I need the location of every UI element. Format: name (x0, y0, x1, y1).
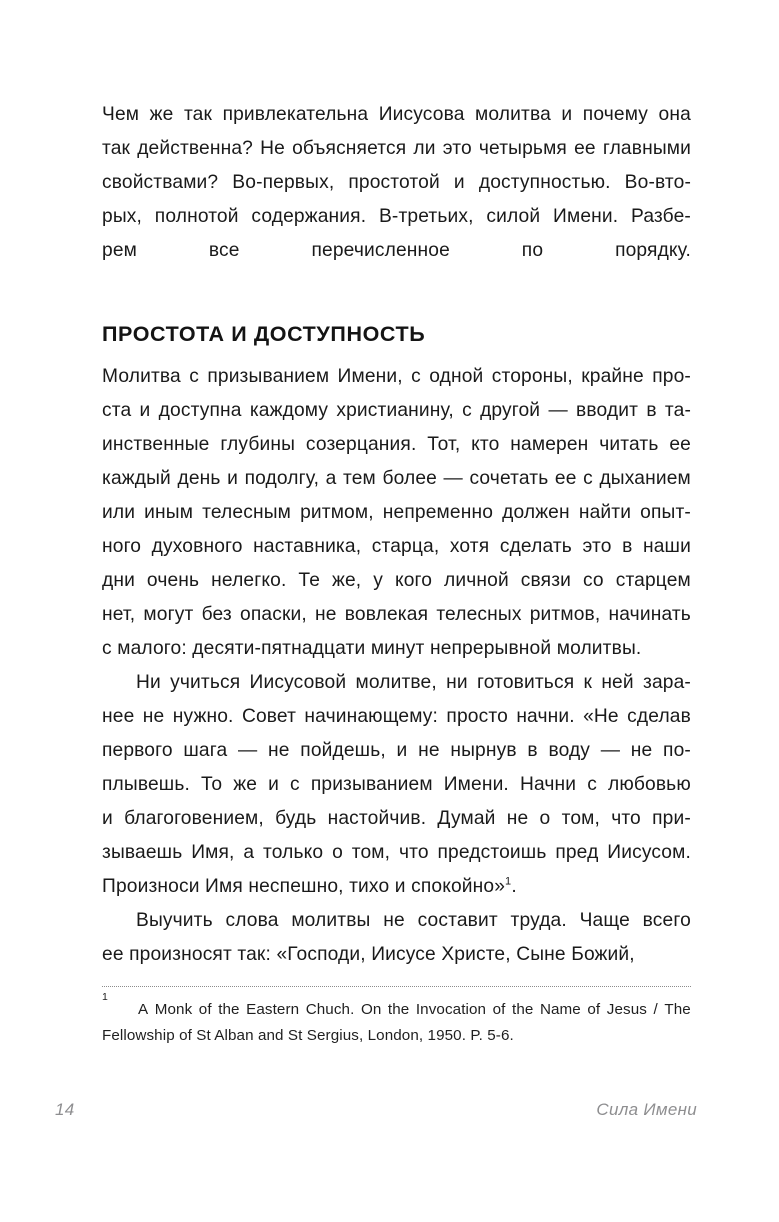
word: ее (669, 434, 691, 455)
word: ритмом, (300, 502, 374, 523)
word: плывешь. (102, 774, 190, 795)
text-line (102, 428, 691, 462)
word: в (527, 740, 538, 761)
word: так (102, 138, 131, 159)
word: начни. (516, 706, 575, 727)
text-line (102, 360, 691, 394)
word: другой (480, 400, 541, 421)
word: призыванием (310, 774, 433, 795)
word: содержания. (251, 206, 367, 227)
word: Разбе- (631, 206, 691, 227)
word: с (189, 366, 199, 387)
word: одной (429, 366, 484, 387)
word: призыванием (207, 366, 330, 387)
word: по (521, 240, 544, 261)
word: не (630, 740, 653, 761)
word: Совет (241, 706, 297, 727)
word: То (201, 774, 223, 795)
footnote-block (102, 986, 691, 1048)
word: это (582, 536, 612, 557)
text-line (102, 666, 691, 700)
word: по- (663, 740, 691, 761)
text-line (102, 132, 691, 166)
word: Имени, (337, 366, 403, 387)
paragraph-4 (102, 904, 691, 972)
word: ее (574, 138, 596, 159)
text-line (102, 734, 691, 768)
word: простотой (348, 172, 440, 193)
word: любовью (607, 774, 691, 795)
text-line (102, 700, 691, 734)
word: нелегко. (211, 570, 287, 591)
word: предстоишь (437, 842, 547, 863)
word: Eastern (246, 1001, 300, 1018)
word: четырьмя (478, 138, 567, 159)
word: перечисленное (311, 240, 450, 261)
word: Chuch. (305, 1001, 355, 1018)
word: Имени. (443, 774, 509, 795)
paragraph-2 (102, 360, 691, 666)
word: очень (146, 570, 200, 591)
text-line: с малого: десяти-пятнадцати минут непрерывной молитвы. (102, 638, 642, 659)
word: воду (548, 740, 591, 761)
word: шага (183, 740, 228, 761)
word: вводит (576, 400, 639, 421)
word: а (325, 468, 337, 489)
word: ней (601, 672, 634, 693)
footnote-separator (102, 986, 691, 988)
word: христианину, (336, 400, 454, 421)
footnote-indent (114, 997, 131, 1023)
word: хотя (449, 536, 490, 557)
word: том, (351, 842, 391, 863)
word: The (664, 1001, 691, 1018)
page-footer (55, 1100, 697, 1120)
word: старцем (615, 570, 691, 591)
word: «Не (583, 706, 619, 727)
word: старца, (371, 536, 440, 557)
word: Имя, (191, 842, 235, 863)
word: тем (343, 468, 376, 489)
word: рых, (102, 206, 142, 227)
word: Начни (519, 774, 577, 795)
word: намерен (510, 434, 589, 455)
word: не (506, 808, 529, 829)
word: Те (298, 570, 321, 591)
word: свойствами? (102, 172, 219, 193)
word: наставника, (253, 536, 362, 557)
word: при- (652, 808, 691, 829)
word: подолгу, (244, 468, 320, 489)
word: пойдешь, (300, 740, 386, 761)
word: рем (102, 240, 137, 261)
word: читать (599, 434, 659, 455)
word: пред (555, 842, 599, 863)
word: с (290, 774, 300, 795)
word: молитве, (355, 672, 437, 693)
word: — (443, 468, 463, 489)
word: иным (144, 502, 194, 523)
text-line-with-footnote (102, 870, 691, 904)
paragraph-1-body (102, 132, 691, 268)
word: найти (578, 502, 632, 523)
word: созерцания. (305, 434, 417, 455)
spacer (102, 268, 691, 320)
word: та- (664, 400, 691, 421)
word: учиться (170, 672, 241, 693)
word: инственные (102, 434, 210, 455)
word: не (142, 706, 165, 727)
word: и (561, 104, 573, 125)
text-line (102, 496, 691, 530)
word: сочетать (469, 468, 549, 489)
word: личной (444, 570, 509, 591)
word: а (243, 842, 255, 863)
word: духовного (151, 536, 243, 557)
word: нее (102, 706, 135, 727)
word: A (137, 1001, 149, 1018)
word: должен (502, 502, 570, 523)
word: порядку. (615, 240, 691, 261)
word: так (183, 104, 213, 125)
running-title: Сила Имени (596, 1100, 697, 1119)
word: труда. (510, 910, 567, 931)
word: что (611, 808, 641, 829)
word: доступностью. (478, 172, 611, 193)
page-content (102, 98, 691, 972)
line-terminator: . (511, 876, 517, 897)
word: вовлекая (344, 604, 429, 625)
word: the (218, 1001, 240, 1018)
word: ли (413, 138, 436, 159)
word: сделать (499, 536, 572, 557)
word: действенна? (137, 138, 254, 159)
word: только (263, 842, 324, 863)
paragraph-1 (102, 98, 691, 132)
word: первого (102, 740, 173, 761)
word: Молитва (102, 366, 181, 387)
word: телесным (202, 502, 292, 523)
word: Чем (102, 104, 140, 125)
word: ее (554, 468, 577, 489)
word: и (453, 172, 465, 193)
word: составит (417, 910, 498, 931)
word: привлекательна (222, 104, 369, 125)
word: нужно. (172, 706, 234, 727)
word: — (237, 740, 258, 761)
text-line (102, 530, 691, 564)
text-line (102, 98, 691, 132)
word: Иисусовой (249, 672, 347, 693)
word: же, (331, 570, 362, 591)
word: и (102, 808, 113, 829)
word: — (548, 400, 568, 421)
word: ни (446, 672, 468, 693)
word: кто (471, 434, 500, 455)
word: молитвы (291, 910, 371, 931)
word: опаски, (240, 604, 307, 625)
word: зара- (643, 672, 691, 693)
word: Имени. (553, 206, 619, 227)
text-line (102, 462, 691, 496)
paragraph-3 (102, 666, 691, 904)
word: не (383, 910, 405, 931)
word: Ни (136, 672, 161, 693)
word: of (198, 1001, 212, 1018)
word: of (587, 1001, 601, 1018)
footnote-line (102, 991, 691, 1023)
word: благоговением, (124, 808, 264, 829)
word: в (622, 536, 633, 557)
word: Во-первых, (232, 172, 335, 193)
word: глубины (220, 434, 296, 455)
text-line (102, 200, 691, 234)
text-line (102, 564, 691, 598)
word: объясняется (292, 138, 407, 159)
word: the (387, 1001, 410, 1018)
word: и (396, 740, 408, 761)
word: телесных (436, 604, 522, 625)
footnote-reference[interactable]: 1 (505, 875, 512, 888)
word: ритмов, (529, 604, 601, 625)
text-line (102, 598, 691, 632)
word: Name (539, 1001, 581, 1018)
word: каждому (249, 400, 329, 421)
word: опыт- (640, 502, 691, 523)
word: главными (602, 138, 691, 159)
text-line-tail: Произноси Имя неспешно, тихо и спокойно» (102, 876, 506, 897)
word: и (268, 774, 279, 795)
word: Чаще (579, 910, 630, 931)
word: с (587, 774, 597, 795)
word: зываешь (102, 842, 183, 863)
word: с (411, 366, 421, 387)
word: что (398, 842, 429, 863)
text-line (102, 394, 691, 428)
word: кого (394, 570, 433, 591)
word: и (227, 468, 238, 489)
word: могут (143, 604, 194, 625)
word: про- (652, 366, 691, 387)
text-line: ее произносят так: «Господи, Иисусе Христе, Сыне Божий, (102, 944, 635, 965)
word: более (382, 468, 437, 489)
text-line (102, 234, 691, 268)
word: не (418, 740, 440, 761)
text-line (102, 802, 691, 836)
word: Тот, (427, 434, 461, 455)
word: полнотой (154, 206, 239, 227)
word: ного (102, 536, 142, 557)
word: the (512, 1001, 534, 1018)
word: Иисусова (378, 104, 465, 125)
word: том, (561, 808, 600, 829)
word: Во-вто- (624, 172, 691, 193)
word: просто (446, 706, 508, 727)
word: непременно (382, 502, 494, 523)
word: Jesus (606, 1001, 647, 1018)
word: со (582, 570, 604, 591)
word: Выучить (136, 910, 213, 931)
word: — (600, 740, 621, 761)
word: Иисусом. (607, 842, 691, 863)
word: доступна (158, 400, 242, 421)
word: В-третьих, (378, 206, 474, 227)
word: / (653, 1001, 658, 1018)
word: не (268, 740, 290, 761)
word: настойчив. (327, 808, 427, 829)
word: сделав (627, 706, 691, 727)
word: Думай (437, 808, 496, 829)
word: начинающему: (304, 706, 439, 727)
word: крайне (581, 366, 644, 387)
spacer (102, 348, 691, 360)
word: не (315, 604, 337, 625)
word: каждый (102, 468, 171, 489)
word: связи (520, 570, 572, 591)
word: все (208, 240, 240, 261)
word: готовиться (476, 672, 575, 693)
word: нет, (102, 604, 136, 625)
word: ста (102, 400, 132, 421)
word: слова (225, 910, 279, 931)
text-line (102, 836, 691, 870)
word: Invocation (415, 1001, 487, 1018)
word: будь (275, 808, 317, 829)
word: нырнув (450, 740, 517, 761)
word: дыханием (599, 468, 691, 489)
word: о (332, 842, 343, 863)
word: день (177, 468, 221, 489)
word: On (360, 1001, 382, 1018)
word: почему (582, 104, 649, 125)
word: с (583, 468, 593, 489)
word: стороны, (491, 366, 573, 387)
word: у (373, 570, 383, 591)
text-line (102, 166, 691, 200)
page-number: 14 (55, 1100, 75, 1119)
text-line (102, 768, 691, 802)
word: она (658, 104, 691, 125)
section-heading: ПРОСТОТА И ДОСТУПНОСТЬ (102, 322, 426, 346)
word: это (442, 138, 472, 159)
word: и (139, 400, 151, 421)
footnote-marker: 1 (102, 991, 108, 1003)
word: о (539, 808, 551, 829)
word: к (583, 672, 593, 693)
word: of (492, 1001, 506, 1018)
word: же (233, 774, 258, 795)
word: дни (102, 570, 135, 591)
footnote-line: Fellowship of St Alban and St Sergius, London, 1950. P. 5-6. (102, 1026, 514, 1044)
word: молитва (475, 104, 551, 125)
word: в (646, 400, 657, 421)
word: силой (486, 206, 541, 227)
word: Monk (154, 1001, 193, 1018)
word: всего (642, 910, 691, 931)
word: или (102, 502, 136, 523)
word: же (149, 104, 174, 125)
word: с (462, 400, 472, 421)
word: без (201, 604, 232, 625)
word: наши (642, 536, 691, 557)
text-line (102, 904, 691, 938)
word: Не (260, 138, 285, 159)
word: начинать (608, 604, 691, 625)
